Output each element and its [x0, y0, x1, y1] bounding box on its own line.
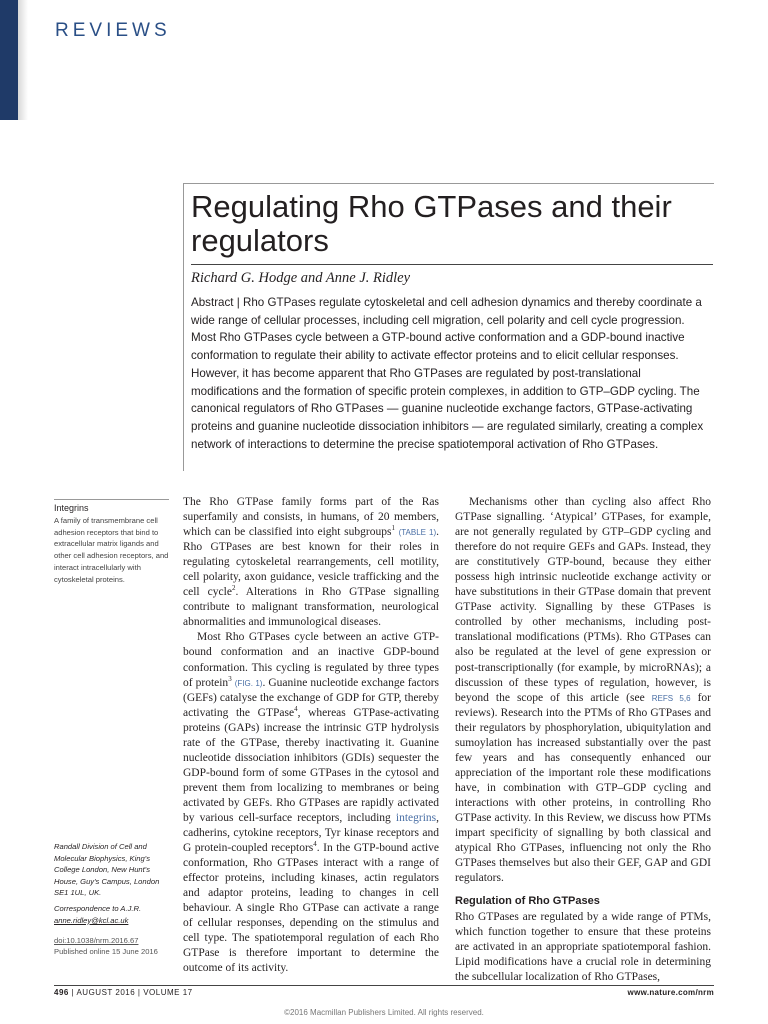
article-title: Regulating Rho GTPases and their regulators	[191, 189, 672, 258]
table-reference-link[interactable]: (TABLE 1)	[398, 528, 437, 538]
body-column-right	[455, 495, 711, 986]
footer-divider	[54, 985, 714, 986]
glossary-definition: A family of transmembrane cell adhesion receptors that bind to extracellular matrix ligands and other cell adhesion receptors, and interact intracellularly with cytoskeletal proteins.	[54, 516, 169, 584]
accent-bar	[0, 0, 18, 120]
glossary-term: Integrins	[54, 503, 89, 513]
body-paragraph: Rho GTPases are regulated by a wide range of PTMs, which function together to ensure that these proteins are activated in an appropriate spatiotemporal fashion. Lipid modifications have a crucial role in determining the subcellular localization of Rho GTPases,	[455, 911, 711, 984]
body-paragraph: Mechanisms other than cycling also affect Rho GTPase signalling. ‘Atypical’ GTPases, for example, are not generally regulated by GTP–GDP cycling and therefore do not require GEFs and GAPs. Instead, they are constitutively GTP-bound, because they either possess high intrinsic nucleotide exchange activity or have substitutions in their GTPase domain that prevent GTPase activity. Signalling by these GTPases is controlled by other mechanisms, including post-translational modifications (PTMs). Rho GTPases can also be regulated at the level of gene expression or post-transcriptionally (for example, by microRNAs); a discussion of these types of regulation, however, is beyond the scope of this article (see REFS 5,6 for reviews). Research into the PTMs of Rho GTPases and their regulators by phosphorylation, ubiquitylation and sumoylation has increased substantially over the past few years and has consequently enhanced our appreciation of the important role these modifications have, in combination with GTP–GDP cycling and interactions with other proteins, in controlling Rho GTPase activity. In this Review, we discuss how PTMs impart specificity of signalling by both classical and atypical Rho GTPases, influencing not only the Rho GTPases themselves but also their GEF, GAP and GDI regulators.	[455, 496, 711, 885]
article-abstract: Abstract | Rho GTPases regulate cytoskeletal and cell adhesion dynamics and thereby coordinate a wide range of cellular processes, including cell migration, cell polarity and cell cycle progression. Most Rho GTPases cycle between a GTP-bound active conformation and a GDP-bound inactive conformation to regulate their ability to activate effector proteins and to elicit cellular responses. However, it has become apparent that Rho GTPases are regulated by post-translational modifications and the formation of specific protein complexes, in addition to GTP–GDP cycling. The canonical regulators of Rho GTPases — guanine nucleotide exchange factors, GTPase-activating proteins and guanine nucleotide dissociation inhibitors — are regulated similarly, creating a complex network of interactions to determine the precise spatiotemporal activation of Rho GTPases.	[191, 296, 704, 451]
doi-link[interactable]: doi:10.1038/nrm.2016.67	[54, 936, 139, 945]
page-number: 496	[54, 988, 69, 997]
copyright-notice: ©2016 Macmillan Publishers Limited. All rights reserved.	[284, 1008, 484, 1017]
article-authors: Richard G. Hodge and Anne J. Ridley	[191, 270, 411, 286]
footer-issue-info	[54, 988, 193, 997]
accent-bar-shadow	[18, 0, 28, 120]
references-link[interactable]: REFS 5,6	[651, 693, 691, 703]
glossary-keyword-link[interactable]: integrins	[395, 811, 437, 824]
journal-website-link[interactable]: www.nature.com/nrm	[627, 988, 714, 997]
section-label: REVIEWS	[55, 20, 171, 41]
issue-info: | AUGUST 2016 | VOLUME 17	[71, 988, 193, 997]
correspondence-label: Correspondence to A.J.R.	[54, 904, 142, 913]
author-affiliation: Randall Division of Cell and Molecular Biophysics, King's College London, New Hunt's House, Guy's Campus, London SE1 1UL, UK.	[54, 842, 160, 898]
correspondence	[54, 903, 174, 926]
published-date: Published online 15 June 2016	[54, 947, 158, 956]
sidebar-divider	[54, 499, 169, 500]
body-paragraph: Most Rho GTPases cycle between an active GTP-bound conformation and an inactive GDP-bound conformation. This cycling is regulated by three types of protein$^3$ (FIG. 1). Guanine nucleotide exchange factors (GEFs) catalyse the exchange of GDP for GTP, thereby activating the GTPase$^4$, whereas GTPase-activating proteins (GAPs) increase the intrinsic GTP hydrolysis rate of the GTPase, thereby inactivating it. Guanine nucleotide dissociation inhibitors (GDIs) sequester the GDP-bound form of some GTPases in the cytosol and prevent them from localizing to membranes or being activated by GEFs. Rho GTPases are rapidly activated by various cell-surface receptors, including integrins, cadherins, cytokine receptors, Tyr kinase receptors and G protein-coupled receptors$^4$. In the GTP-bound active conformation, Rho GTPases interact with a range of effector proteins, including kinases, actin regulators and adaptor proteins, leading to changes in cell behaviour. A single Rho GTPase can activate a range of cellular responses, depending on the stimulus and cell type. The spatiotemporal regulation of each Rho GTPase is therefore important to determine the outcome of its activity.	[183, 631, 439, 975]
article-doi-block	[54, 935, 158, 957]
figure-reference-link[interactable]: (FIG. 1)	[234, 678, 263, 688]
title-divider	[191, 264, 713, 265]
body-paragraph: The Rho GTPase family forms part of the Ras superfamily and consists, in humans, of 20 members, which can be classified into eight subgroups$^1$ (TABLE 1). Rho GTPases are best known for their roles in regulating cytoskeletal rearrangements, cell motility, cell polarity, axon guidance, vesicle trafficking and the cell cycle$^2$. Alterations in Rho GTPase signalling contribute to malignant transformation, neurological abnormalities and immunological diseases.	[183, 496, 439, 629]
correspondence-email-link[interactable]: anne.ridley@kcl.ac.uk	[54, 915, 129, 925]
section-subheading: Regulation of Rho GTPases	[455, 895, 600, 908]
body-column-left	[183, 495, 439, 977]
